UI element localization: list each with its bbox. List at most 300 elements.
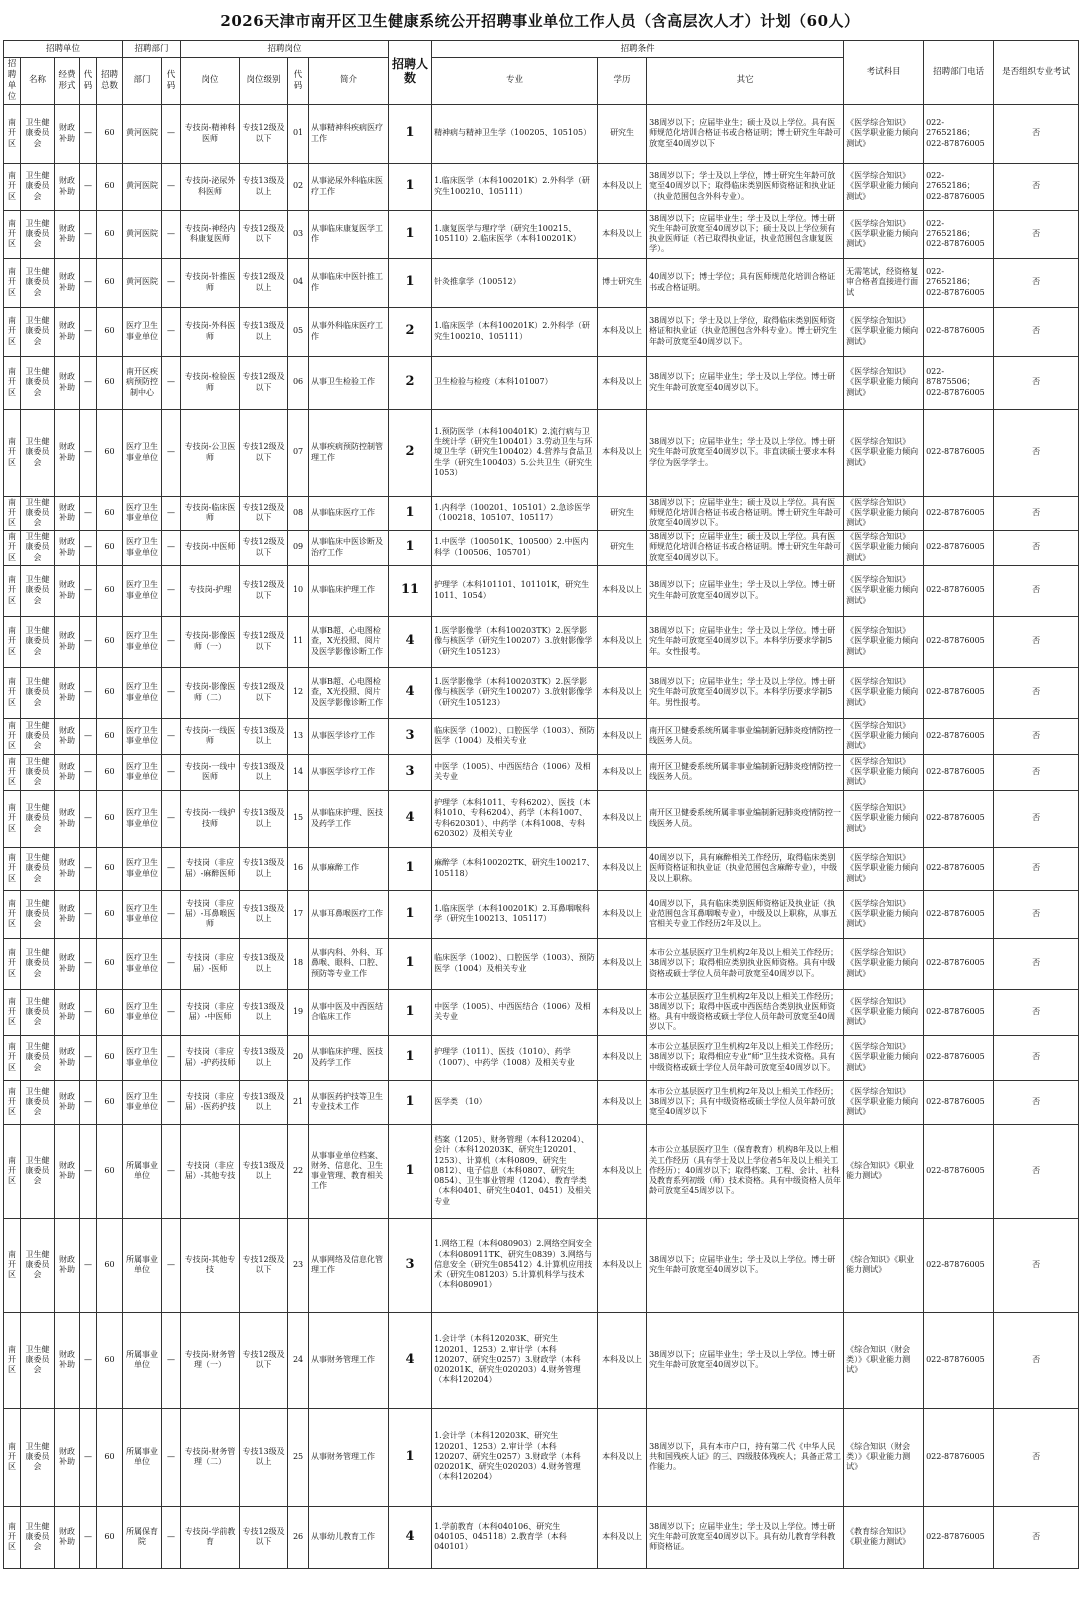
cell-unit-code: — xyxy=(80,1408,97,1506)
cell-education: 本科及以上 xyxy=(598,565,647,616)
cell-dept-name: 医疗卫生事业单位 xyxy=(123,565,162,616)
cell-exam: 《医学综合知识》《医学职业能力倾向测试》 xyxy=(844,565,924,616)
cell-unit-total: 60 xyxy=(97,307,123,356)
cell-exam: 《医学综合知识》《医学职业能力倾向测试》 xyxy=(844,530,924,565)
cell-phone: 022-87876005 xyxy=(924,754,994,790)
cell-count: 1 xyxy=(389,530,432,565)
cell-post-level: 专技12级及以下 xyxy=(240,1218,288,1312)
cell-exam: 《医学综合知识》《医学职业能力倾向测试》 xyxy=(844,847,924,890)
cell-unit-name: 卫生健康委员会 xyxy=(21,718,55,754)
cell-unit-name: 卫生健康委员会 xyxy=(21,356,55,409)
header-exam: 考试科目 xyxy=(844,41,924,105)
cell-phone: 022-87876005 xyxy=(924,667,994,718)
cell-phone: 022-87876005 xyxy=(924,616,994,667)
cell-post-code: 19 xyxy=(288,989,309,1035)
cell-dept-name: 医疗卫生事业单位 xyxy=(123,718,162,754)
cell-major: 档案（1205）、财务管理（本科120204）、会计（本科120203K、研究生120201、1253）、计算机（本科0809、研究生0812）、电子信息（本科0807、研究生0854）、卫生事业管理（1204）、教育学类（本科0401、研究生0401、0451）及相关专业 xyxy=(432,1124,598,1218)
cell-post-code: 07 xyxy=(288,409,309,496)
cell-post-level: 专技12级及以下 xyxy=(240,616,288,667)
cell-district: 南开区 xyxy=(4,989,21,1035)
cell-unit-name: 卫生健康委员会 xyxy=(21,104,55,163)
cell-post-desc: 从事临床护理、医技及药学工作 xyxy=(309,790,389,847)
cell-major: 1.网络工程（本科080903）2.网络空间安全（本科080911TK、研究生0839）3.网络与信息安全（研究生085412）4.计算机应用技术（研究生081203）5.计算机科学与技术（本科080901） xyxy=(432,1218,598,1312)
cell-phone: 022-87876005 xyxy=(924,1312,994,1408)
cell-unit-code: — xyxy=(80,1506,97,1568)
cell-dept-name: 医疗卫生事业单位 xyxy=(123,1080,162,1124)
cell-education: 本科及以上 xyxy=(598,667,647,718)
cell-unit-name: 卫生健康委员会 xyxy=(21,163,55,210)
cell-dept-name: 医疗卫生事业单位 xyxy=(123,938,162,989)
cell-unit-code: — xyxy=(80,989,97,1035)
cell-unit-total: 60 xyxy=(97,409,123,496)
cell-district: 南开区 xyxy=(4,1218,21,1312)
cell-funding: 财政补助 xyxy=(55,718,80,754)
cell-post-level: 专技13级及以上 xyxy=(240,718,288,754)
cell-dept-code: — xyxy=(162,496,181,530)
cell-unit-code: — xyxy=(80,530,97,565)
cell-unit-code: — xyxy=(80,1035,97,1080)
cell-post-desc: 从事事业单位档案、财务、信息化、卫生事业管理、教育相关工作 xyxy=(309,1124,389,1218)
cell-post-name: 专技岗-一线医师 xyxy=(181,718,240,754)
cell-post-desc: 从事麻醉工作 xyxy=(309,847,389,890)
cell-education: 本科及以上 xyxy=(598,307,647,356)
cell-phone: 022-87876005 xyxy=(924,1408,994,1506)
cell-count: 1 xyxy=(389,496,432,530)
cell-unit-total: 60 xyxy=(97,890,123,938)
cell-exam: 《医学综合知识》《医学职业能力倾向测试》 xyxy=(844,210,924,258)
cell-other: 38周岁以下；应届毕业生；硕士及以上学位。具有医师规范化培训合格证书或合格证明。博士研究生年龄可放宽至40周岁以下。 xyxy=(647,530,844,565)
cell-post-level: 专技12级及以下 xyxy=(240,667,288,718)
cell-post-level: 专技13级及以上 xyxy=(240,1124,288,1218)
cell-count: 3 xyxy=(389,1218,432,1312)
cell-other: 38周岁以下；应届毕业生；学士及以上学位。博士研究生年龄可放宽至40周岁以下。 xyxy=(647,1312,844,1408)
cell-organize-exam: 否 xyxy=(994,307,1079,356)
cell-organize-exam: 否 xyxy=(994,258,1079,307)
cell-education: 本科及以上 xyxy=(598,1035,647,1080)
cell-major: 1.临床医学（本科100201K）2.耳鼻咽喉科学（研究生100213、105117） xyxy=(432,890,598,938)
cell-other: 38周岁以下；应届毕业生；学士及以上学位。博士研究生年龄可放宽至40周岁以下。本科学历要求学制5年。男性报考。 xyxy=(647,667,844,718)
cell-post-level: 专技13级及以上 xyxy=(240,1408,288,1506)
cell-unit-name: 卫生健康委员会 xyxy=(21,1124,55,1218)
cell-organize-exam: 否 xyxy=(994,1312,1079,1408)
cell-funding: 财政补助 xyxy=(55,210,80,258)
cell-other: 38周岁以下；应届毕业生；学士及以上学位。博士研究生年龄可放宽至40周岁以下；硕士及以上学位须有执业医师证（若已取得执业证，执业范围包含康复医学）。 xyxy=(647,210,844,258)
cell-unit-total: 60 xyxy=(97,210,123,258)
cell-unit-total: 60 xyxy=(97,496,123,530)
table-body xyxy=(4,104,1079,1568)
cell-unit-code: — xyxy=(80,104,97,163)
cell-post-code: 18 xyxy=(288,938,309,989)
cell-count: 1 xyxy=(389,104,432,163)
cell-post-desc: 从事B超、心电图检查，X光投照、阅片及医学影像诊断工作 xyxy=(309,616,389,667)
cell-exam: 《医学综合知识》《医学职业能力倾向测试》 xyxy=(844,1080,924,1124)
cell-post-level: 专技12级及以上 xyxy=(240,258,288,307)
cell-count: 1 xyxy=(389,210,432,258)
cell-other: 40周岁以下，具有麻醉相关工作经历，取得临床类别医师资格证和执业证（执业范围包含麻醉专业），中级及以上职称。 xyxy=(647,847,844,890)
cell-district: 南开区 xyxy=(4,1124,21,1218)
cell-post-name: 专技岗-针推医师 xyxy=(181,258,240,307)
cell-phone: 022-87876005 xyxy=(924,1035,994,1080)
table-row xyxy=(4,409,1079,496)
cell-organize-exam: 否 xyxy=(994,356,1079,409)
cell-post-name: 专技岗-学前教育 xyxy=(181,1506,240,1568)
cell-phone: 022-87876005 xyxy=(924,1124,994,1218)
cell-post-level: 专技13级及以上 xyxy=(240,790,288,847)
cell-exam: 《医学综合知识》《医学职业能力倾向测试》 xyxy=(844,307,924,356)
cell-phone: 022-87876005 xyxy=(924,890,994,938)
cell-count: 4 xyxy=(389,616,432,667)
cell-unit-name: 卫生健康委员会 xyxy=(21,210,55,258)
cell-education: 本科及以上 xyxy=(598,1124,647,1218)
cell-education: 博士研究生 xyxy=(598,258,647,307)
cell-post-code: 02 xyxy=(288,163,309,210)
cell-count: 4 xyxy=(389,667,432,718)
cell-count: 1 xyxy=(389,258,432,307)
table-row xyxy=(4,1312,1079,1408)
table-row xyxy=(4,258,1079,307)
cell-major: 中医学（1005）、中西医结合（1006）及相关专业 xyxy=(432,754,598,790)
cell-post-code: 03 xyxy=(288,210,309,258)
cell-major: 1.会计学（本科120203K、研究生120201、1253）2.审计学（本科120207、研究生0257）3.财政学（本科020201K、研究生020203）4.财务管理（本科120204） xyxy=(432,1312,598,1408)
cell-count: 1 xyxy=(389,1408,432,1506)
cell-organize-exam: 否 xyxy=(994,163,1079,210)
cell-exam: 《医学综合知识》《医学职业能力倾向测试》 xyxy=(844,790,924,847)
cell-funding: 财政补助 xyxy=(55,938,80,989)
cell-count: 2 xyxy=(389,356,432,409)
cell-post-level: 专技12级及以下 xyxy=(240,356,288,409)
table-row xyxy=(4,890,1079,938)
cell-exam: 《医学综合知识》《医学职业能力倾向测试》 xyxy=(844,163,924,210)
cell-dept-code: — xyxy=(162,890,181,938)
cell-major: 护理学（本科101101、101101K，研究生1011、1054） xyxy=(432,565,598,616)
cell-other: 38周岁以下，具有本市户口，持有第二代《中华人民共和国残疾人证》的三、四级肢体残疾人；具备正常工作能力。 xyxy=(647,1408,844,1506)
cell-organize-exam: 否 xyxy=(994,1506,1079,1568)
cell-district: 南开区 xyxy=(4,718,21,754)
cell-unit-total: 60 xyxy=(97,1124,123,1218)
cell-post-desc: 从事临床中医针推工作 xyxy=(309,258,389,307)
cell-dept-name: 医疗卫生事业单位 xyxy=(123,409,162,496)
cell-unit-name: 卫生健康委员会 xyxy=(21,754,55,790)
cell-post-code: 23 xyxy=(288,1218,309,1312)
cell-other: 38周岁以下；学士及以上学位，博士研究生年龄可放宽至40周岁以下；取得临床类别医师资格证和执业证（执业范围包含外科专业）。 xyxy=(647,163,844,210)
cell-post-name: 专技岗-神经内科康复医师 xyxy=(181,210,240,258)
cell-unit-name: 卫生健康委员会 xyxy=(21,258,55,307)
cell-unit-code: — xyxy=(80,565,97,616)
cell-education: 本科及以上 xyxy=(598,718,647,754)
cell-dept-name: 医疗卫生事业单位 xyxy=(123,790,162,847)
cell-dept-code: — xyxy=(162,667,181,718)
cell-unit-total: 60 xyxy=(97,718,123,754)
cell-other: 本市公立基层医疗卫生机构2年及以上相关工作经历；38周岁以下；取得中医或中西医结合类别执业医师资格。具有中级资格或硕士学位人员年龄可放宽至40周岁以下。 xyxy=(647,989,844,1035)
cell-phone: 022-87876005 xyxy=(924,1080,994,1124)
cell-post-level: 专技13级及以上 xyxy=(240,890,288,938)
table-row xyxy=(4,989,1079,1035)
cell-post-name: 专技岗-中医师 xyxy=(181,530,240,565)
cell-district: 南开区 xyxy=(4,307,21,356)
table-row xyxy=(4,847,1079,890)
cell-post-desc: 从事医药护技等卫生专业技术工作 xyxy=(309,1080,389,1124)
cell-district: 南开区 xyxy=(4,530,21,565)
cell-district: 南开区 xyxy=(4,104,21,163)
cell-post-level: 专技12级及以下 xyxy=(240,496,288,530)
cell-organize-exam: 否 xyxy=(994,496,1079,530)
cell-count: 1 xyxy=(389,890,432,938)
table-row xyxy=(4,1218,1079,1312)
cell-major: 临床医学（1002）、口腔医学（1003）、预防医学（1004）及相关专业 xyxy=(432,718,598,754)
cell-funding: 财政补助 xyxy=(55,530,80,565)
cell-major: 1.医学影像学（本科100203TK）2.医学影像与核医学（研究生100207）3.放射影像学（研究生105123） xyxy=(432,616,598,667)
cell-other: 本市公立基层医疗卫生机构2年及以上相关工作经历；38周岁以下；取得相应专业“师”卫生技术资格。具有中级资格或硕士学位人员年龄可放宽至40周岁以下。 xyxy=(647,1035,844,1080)
cell-unit-name: 卫生健康委员会 xyxy=(21,667,55,718)
cell-education: 本科及以上 xyxy=(598,890,647,938)
cell-dept-code: — xyxy=(162,1035,181,1080)
cell-post-level: 专技12级及以下 xyxy=(240,530,288,565)
cell-district: 南开区 xyxy=(4,258,21,307)
cell-count: 1 xyxy=(389,847,432,890)
cell-unit-total: 60 xyxy=(97,616,123,667)
cell-unit-total: 60 xyxy=(97,1506,123,1568)
cell-unit-name: 卫生健康委员会 xyxy=(21,1035,55,1080)
cell-post-code: 04 xyxy=(288,258,309,307)
cell-phone: 022-87876005 xyxy=(924,1506,994,1568)
header-post-name: 岗位 xyxy=(181,58,240,105)
cell-organize-exam: 否 xyxy=(994,754,1079,790)
cell-dept-code: — xyxy=(162,104,181,163)
cell-post-desc: 从事财务管理工作 xyxy=(309,1312,389,1408)
cell-district: 南开区 xyxy=(4,667,21,718)
cell-post-desc: 从事临床中医诊断及治疗工作 xyxy=(309,530,389,565)
cell-dept-code: — xyxy=(162,409,181,496)
cell-district: 南开区 xyxy=(4,890,21,938)
cell-other: 本市公立基层医疗卫生机构2年及以上相关工作经历；38周岁以下；具有中级资格或硕士学位人员年龄可放宽至40周岁以下 xyxy=(647,1080,844,1124)
cell-unit-total: 60 xyxy=(97,1312,123,1408)
cell-exam: 《医学综合知识》《医学职业能力倾向测试》 xyxy=(844,496,924,530)
cell-major: 针灸推拿学（100512） xyxy=(432,258,598,307)
cell-dept-code: — xyxy=(162,356,181,409)
header-education: 学历 xyxy=(598,58,647,105)
cell-post-desc: 从事医学诊疗工作 xyxy=(309,718,389,754)
cell-major: 护理学（本科1011、专科6202）、医技（本科1010、专科6204）、药学（本科1007、专科620301）、中药学（本科1008、专科620302）及相关专业 xyxy=(432,790,598,847)
cell-post-code: 08 xyxy=(288,496,309,530)
cell-unit-code: — xyxy=(80,847,97,890)
cell-funding: 财政补助 xyxy=(55,1035,80,1080)
cell-post-desc: 从事临床护理工作 xyxy=(309,565,389,616)
cell-post-level: 专技13级及以上 xyxy=(240,754,288,790)
table-row xyxy=(4,790,1079,847)
cell-unit-code: — xyxy=(80,667,97,718)
cell-post-name: 专技岗（非应届）-耳鼻喉医师 xyxy=(181,890,240,938)
cell-exam: 《综合知识（财会类）》《职业能力测试》 xyxy=(844,1312,924,1408)
cell-post-desc: 从事外科临床医疗工作 xyxy=(309,307,389,356)
cell-organize-exam: 否 xyxy=(994,790,1079,847)
cell-funding: 财政补助 xyxy=(55,989,80,1035)
cell-unit-name: 卫生健康委员会 xyxy=(21,989,55,1035)
cell-district: 南开区 xyxy=(4,754,21,790)
cell-unit-total: 60 xyxy=(97,790,123,847)
cell-dept-code: — xyxy=(162,1506,181,1568)
cell-unit-code: — xyxy=(80,307,97,356)
cell-funding: 财政补助 xyxy=(55,790,80,847)
cell-dept-name: 医疗卫生事业单位 xyxy=(123,1035,162,1080)
cell-dept-name: 黄河医院 xyxy=(123,210,162,258)
cell-post-level: 专技12级及以下 xyxy=(240,210,288,258)
cell-major: 中医学（1005）、中西医结合（1006）及相关专业 xyxy=(432,989,598,1035)
cell-phone: 022-87876005 xyxy=(924,307,994,356)
cell-dept-code: — xyxy=(162,718,181,754)
table-row xyxy=(4,1080,1079,1124)
cell-count: 3 xyxy=(389,718,432,754)
cell-education: 本科及以上 xyxy=(598,1218,647,1312)
cell-count: 1 xyxy=(389,938,432,989)
cell-major: 1.会计学（本科120203K、研究生120201、1253）2.审计学（本科120207、研究生0257）3.财政学（本科020201K、研究生020203）4.财务管理（本科120204） xyxy=(432,1408,598,1506)
cell-post-desc: 从事泌尿外科临床医疗工作 xyxy=(309,163,389,210)
header-unit-name: 名称 xyxy=(21,58,55,105)
cell-organize-exam: 否 xyxy=(994,565,1079,616)
cell-post-name: 专技岗-财务管理（二） xyxy=(181,1408,240,1506)
cell-education: 本科及以上 xyxy=(598,1506,647,1568)
cell-district: 南开区 xyxy=(4,356,21,409)
table-row xyxy=(4,938,1079,989)
cell-post-desc: 从事网络及信息化管理工作 xyxy=(309,1218,389,1312)
table-row xyxy=(4,565,1079,616)
cell-funding: 财政补助 xyxy=(55,307,80,356)
cell-dept-name: 所属事业单位 xyxy=(123,1218,162,1312)
header-post-group: 招聘岗位 xyxy=(181,41,389,58)
cell-dept-code: — xyxy=(162,530,181,565)
cell-funding: 财政补助 xyxy=(55,1408,80,1506)
cell-major: 临床医学（1002）、口腔医学（1003）、预防医学（1004）及相关专业 xyxy=(432,938,598,989)
cell-unit-code: — xyxy=(80,890,97,938)
cell-major: 1.中医学（100501K、100500）2.中医内科学（100506、105701） xyxy=(432,530,598,565)
table-row xyxy=(4,1035,1079,1080)
cell-dept-code: — xyxy=(162,1218,181,1312)
cell-district: 南开区 xyxy=(4,790,21,847)
cell-funding: 财政补助 xyxy=(55,163,80,210)
header-unit-total: 招聘总数 xyxy=(97,58,123,105)
cell-post-desc: 从事临床康复医学工作 xyxy=(309,210,389,258)
cell-funding: 财政补助 xyxy=(55,667,80,718)
cell-other: 38周岁以下；应届毕业生；学士及以上学位。博士研究生年龄可放宽至40周岁以下。本科学历要求学制5年。女性报考。 xyxy=(647,616,844,667)
cell-phone: 022-87876005 xyxy=(924,496,994,530)
cell-unit-code: — xyxy=(80,409,97,496)
cell-education: 本科及以上 xyxy=(598,790,647,847)
cell-post-name: 专技岗（非应届）-麻醉医师 xyxy=(181,847,240,890)
cell-education: 本科及以上 xyxy=(598,409,647,496)
cell-post-code: 25 xyxy=(288,1408,309,1506)
cell-phone: 022-87876005 xyxy=(924,718,994,754)
cell-post-desc: 从事医学诊疗工作 xyxy=(309,754,389,790)
cell-dept-code: — xyxy=(162,847,181,890)
cell-dept-name: 医疗卫生事业单位 xyxy=(123,890,162,938)
cell-post-code: 12 xyxy=(288,667,309,718)
cell-post-level: 专技12级及以下 xyxy=(240,1312,288,1408)
cell-organize-exam: 否 xyxy=(994,1408,1079,1506)
cell-education: 本科及以上 xyxy=(598,938,647,989)
cell-other: 38周岁以下；应届毕业生；硕士及以上学位。具有医师规范化培训合格证书或合格证明。博士研究生年龄可放宽至40周岁以下。 xyxy=(647,496,844,530)
cell-exam: 《医学综合知识》《医学职业能力倾向测试》 xyxy=(844,718,924,754)
header-phone: 招聘部门电话 xyxy=(924,41,994,105)
header-major: 专业 xyxy=(432,58,598,105)
cell-district: 南开区 xyxy=(4,1312,21,1408)
cell-unit-total: 60 xyxy=(97,667,123,718)
cell-organize-exam: 否 xyxy=(994,667,1079,718)
cell-funding: 财政补助 xyxy=(55,616,80,667)
cell-post-level: 专技12级及以下 xyxy=(240,565,288,616)
table-header xyxy=(4,41,1079,105)
cell-exam: 《教育综合知识》《职业能力测试》 xyxy=(844,1506,924,1568)
cell-count: 4 xyxy=(389,790,432,847)
cell-unit-code: — xyxy=(80,790,97,847)
cell-major: 1.预防医学（本科100401K）2.流行病与卫生统计学（研究生100401）3.劳动卫生与环境卫生学（研究生100402）4.营养与食品卫生学（研究生100403）5.公共卫生（研究生1053） xyxy=(432,409,598,496)
cell-dept-name: 医疗卫生事业单位 xyxy=(123,667,162,718)
cell-exam: 《医学综合知识》《医学职业能力倾向测试》 xyxy=(844,754,924,790)
table-row xyxy=(4,1408,1079,1506)
cell-dept-name: 黄河医院 xyxy=(123,163,162,210)
cell-phone: 022-27652186；022-87876005 xyxy=(924,163,994,210)
cell-organize-exam: 否 xyxy=(994,1035,1079,1080)
cell-post-level: 专技12级及以下 xyxy=(240,409,288,496)
cell-funding: 财政补助 xyxy=(55,1506,80,1568)
cell-post-desc: 从事耳鼻喉医疗工作 xyxy=(309,890,389,938)
cell-exam: 《医学综合知识》《医学职业能力倾向测试》 xyxy=(844,409,924,496)
cell-count: 2 xyxy=(389,409,432,496)
cell-education: 本科及以上 xyxy=(598,356,647,409)
cell-post-level: 专技13级及以上 xyxy=(240,1035,288,1080)
cell-organize-exam: 否 xyxy=(994,847,1079,890)
cell-count: 1 xyxy=(389,163,432,210)
cell-district: 南开区 xyxy=(4,496,21,530)
cell-post-code: 26 xyxy=(288,1506,309,1568)
cell-post-desc: 从事财务管理工作 xyxy=(309,1408,389,1506)
cell-other: 38周岁以下；应届毕业生；学士及以上学位。博士研究生年龄可放宽至40周岁以下。非直读硕士要求本科学位为医学学士。 xyxy=(647,409,844,496)
header-unit-funding: 经费形式 xyxy=(55,58,80,105)
header-condition-group: 招聘条件 xyxy=(432,41,844,58)
cell-post-level: 专技13级及以上 xyxy=(240,1080,288,1124)
cell-organize-exam: 否 xyxy=(994,210,1079,258)
cell-organize-exam: 否 xyxy=(994,989,1079,1035)
cell-post-name: 专技岗（非应届）-医药护技 xyxy=(181,1080,240,1124)
cell-dept-name: 所属事业单位 xyxy=(123,1312,162,1408)
cell-dept-name: 医疗卫生事业单位 xyxy=(123,754,162,790)
cell-unit-name: 卫生健康委员会 xyxy=(21,1218,55,1312)
cell-major: 精神病与精神卫生学（100205、105105） xyxy=(432,104,598,163)
cell-phone: 022-27652186；022-87876005 xyxy=(924,104,994,163)
header-unit-code: 代码 xyxy=(80,58,97,105)
cell-unit-total: 60 xyxy=(97,258,123,307)
header-unit-group: 招聘单位 xyxy=(4,41,123,58)
cell-unit-code: — xyxy=(80,718,97,754)
cell-unit-code: — xyxy=(80,938,97,989)
cell-funding: 财政补助 xyxy=(55,754,80,790)
cell-organize-exam: 否 xyxy=(994,890,1079,938)
cell-other: 南开区卫健委系统所属非事业编制新冠肺炎疫情防控一线医务人员。 xyxy=(647,718,844,754)
cell-post-desc: 从事中医及中西医结合临床工作 xyxy=(309,989,389,1035)
cell-dept-code: — xyxy=(162,1312,181,1408)
cell-organize-exam: 否 xyxy=(994,409,1079,496)
cell-other: 本市公立基层医疗卫生（保育教育）机构8年及以上相关工作经历（具有学士及以上学位者5年及以上相关工作经历）；40周岁以下；取得档案、工程、会计、社科及教育系列初级（师）技术资格。具有中级资格人员年龄可放宽至45周岁以下。 xyxy=(647,1124,844,1218)
cell-post-name: 专技岗-检验医师 xyxy=(181,356,240,409)
cell-post-code: 09 xyxy=(288,530,309,565)
cell-district: 南开区 xyxy=(4,409,21,496)
cell-dept-name: 黄河医院 xyxy=(123,104,162,163)
cell-funding: 财政补助 xyxy=(55,258,80,307)
table-row xyxy=(4,307,1079,356)
cell-exam: 《医学综合知识》《医学职业能力倾向测试》 xyxy=(844,356,924,409)
cell-exam: 《综合知识》《职业能力测试》 xyxy=(844,1218,924,1312)
cell-post-name: 专技岗-外科医师 xyxy=(181,307,240,356)
cell-funding: 财政补助 xyxy=(55,847,80,890)
cell-post-level: 专技12级及以下 xyxy=(240,104,288,163)
